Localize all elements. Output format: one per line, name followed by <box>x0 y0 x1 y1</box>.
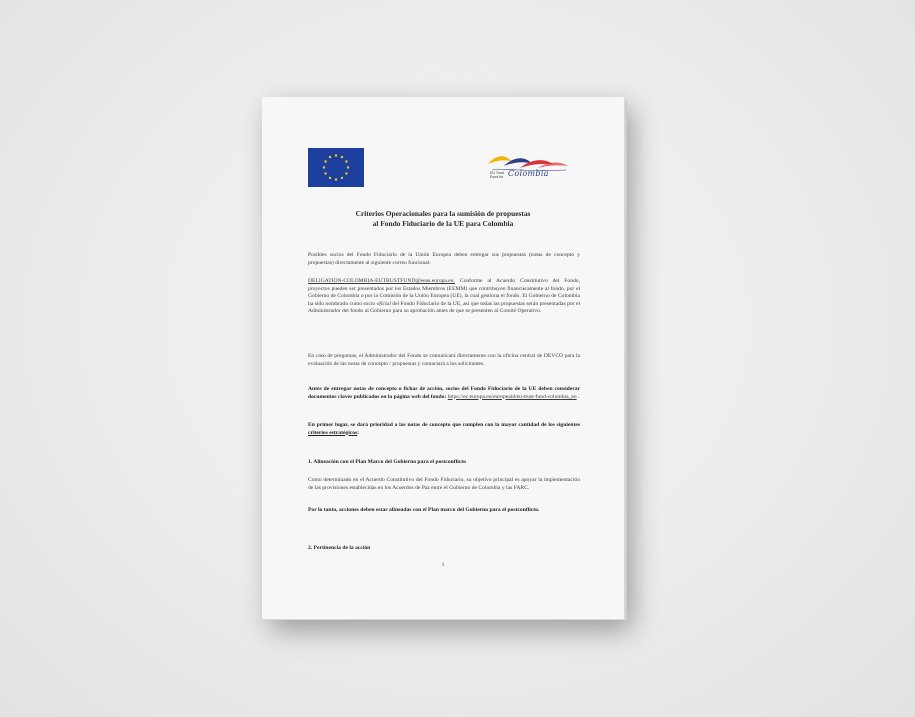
page-number: 1 <box>441 562 445 568</box>
section-heading-1: 1. Alineación con el Plan Marco del Gobierno para el postconflicto <box>308 459 466 465</box>
paragraph-1: Posibles socios del Fondo Fiduciario de la Unión Europea deben entregar sus propuestas (notas de concepto y propuestas) directamente al siguiente correo funcional: <box>308 252 580 266</box>
paragraph-5-end: : <box>357 429 360 436</box>
paragraph-2 <box>308 278 580 316</box>
document-title <box>302 209 584 229</box>
paragraph-2-text-b: del Fondo Fiduciario de la UE, así que todas las propuestas serán presentadas por el Administrador del fondo al Gobierno para su aprobación antes de que se presenten al Comité Operativo. <box>308 300 580 315</box>
trust-fund-script-label: Colombia <box>508 169 549 178</box>
trust-fund-label-1: EU Trust <box>490 171 504 175</box>
eu-flag-stars <box>308 148 364 187</box>
paragraph-4-end: . <box>576 393 580 400</box>
paragraph-6: Como determinado en el Acuerdo Constitutivo del Fondo Fiduciario, su objetivo principal es apoyar la implementación de las provisiones establecidas en los Acuerdos de Paz entre el Gobierno de Colombia y las FARC. <box>308 477 580 491</box>
paragraph-2-text-a: Conforme al Acuerdo Constitutivo del Fondo, proyectos pueden ser presentados por los Estados Miembros (EEMM) que contribuyen financieramente al fondo, por el Gobierno de Colombia o por la Comisión de la Unión Europea (UE), la cual gestiona el fondo. El Gobierno de Colombia ha sido nombrado como socio <box>308 278 580 307</box>
title-line-2: al Fondo Fiduciario de la UE para Colombia <box>372 219 514 228</box>
paragraph-4-bold: Antes de entregar notas de concepto o fichas de acción, socios del Fondo Fiduciario de la UE deben considerar documentos claves publicados en la página web del fondo: <box>308 386 580 400</box>
strategic-criteria-label: criterios estratégicos <box>308 429 358 436</box>
paragraph-3: En caso de preguntas, el Administrador del Fondo se comunicará directamente con la oficina central de DEVCO para la evaluación de las notas de concepto / propuestas y contactará a los solicitantes. <box>308 353 580 367</box>
title-line-1: Criterios Operacionales para la sumisión de propuestas <box>355 209 531 218</box>
paragraph-7: Por lo tanto, acciones deben estar alineadas con el Plan marco del Gobierno para el postconflicto. <box>308 507 540 513</box>
paragraph-2-italic: oficial <box>376 300 391 307</box>
paragraph-5-text: En primer lugar, se dará prioridad a las notas de concepto que cumplen con la mayor cantidad de los siguientes <box>308 422 580 428</box>
section-heading-2: 2. Pertinencia de la acción <box>308 545 371 551</box>
paragraph-4 <box>308 386 580 401</box>
website-link[interactable]: https://ec.europa.eu/europeaid/eu-trust-fund-colombia_en <box>447 393 577 400</box>
eu-flag-icon <box>308 148 364 187</box>
paragraph-5 <box>308 422 580 437</box>
document-page <box>262 97 624 619</box>
email-link[interactable]: DELIGATION-COLOMBIA-EUTRUSTFUND@eeas.europa.eu. <box>308 278 455 284</box>
trust-fund-label-2: Fund for <box>490 175 504 179</box>
